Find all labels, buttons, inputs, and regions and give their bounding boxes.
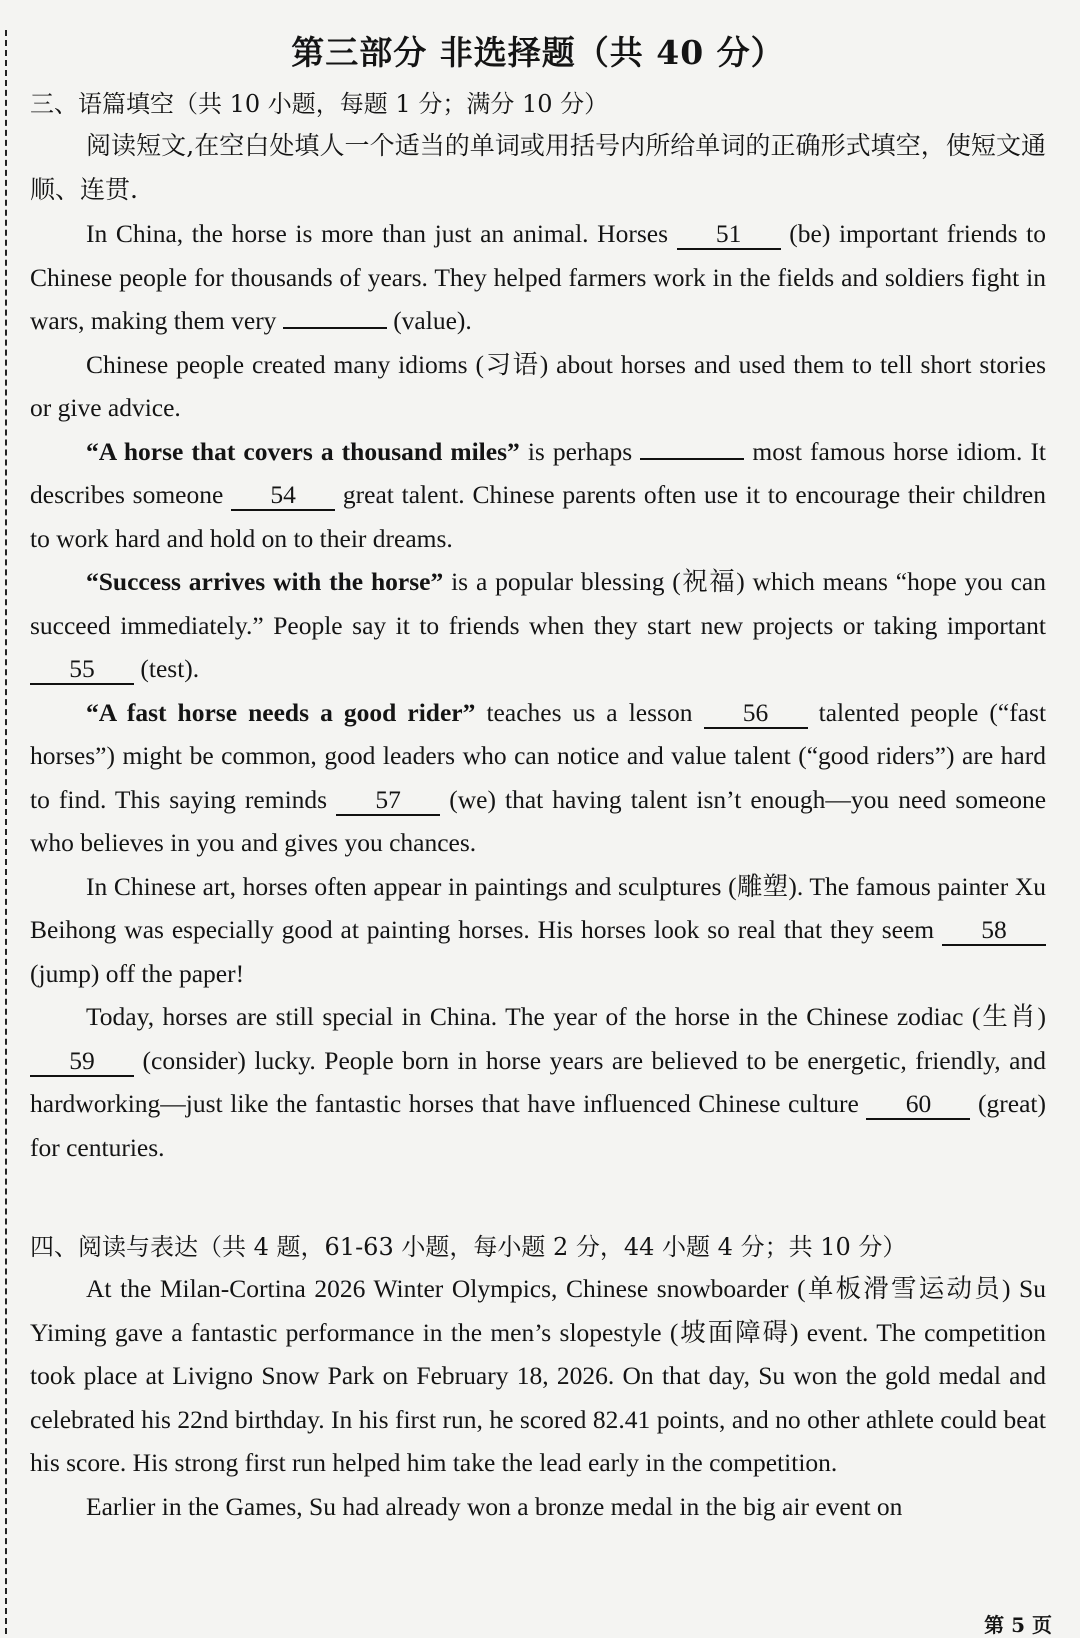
part-title: 第三部分 非选择题（共 40 分）: [291, 33, 785, 72]
text: (we) that having talent isn’t enough—you need someone who believes in you and gives you chances.: [30, 784, 1047, 857]
passage-paragraph-6: [30, 865, 1046, 996]
text: talented people (“fast horses”) might be common, good leaders who can notice and value talent (“good riders”) are hard to find. This saying reminds: [30, 697, 1047, 814]
section3-heading: 三、语篇填空（共 10 小题，每题 1 分；满分 10 分）: [30, 90, 609, 118]
passage-paragraph-5: [30, 691, 1046, 865]
blank-54[interactable]: 54: [231, 481, 335, 511]
blank-56[interactable]: 56: [704, 699, 808, 729]
text: In Chinese art, horses often appear in paintings and sculptures (雕塑). The famous painter Xu Beihong was especially good at painting horses. His horses look so real that they seem: [30, 871, 1046, 944]
text: most famous horse idiom. It describes someone: [30, 436, 1047, 509]
text: (great) for centuries.: [30, 1089, 1046, 1162]
text: Today, horses are still special in China. The year of the horse in the Chinese zodiac (生肖): [86, 1002, 1046, 1031]
passage-paragraph-4: [30, 560, 1046, 691]
passage-paragraph-7: [30, 995, 1046, 1169]
exam-page: [30, 28, 1046, 1528]
text: (consider) lucky. People born in horse years are believed to be energetic, friendly, and hardworking—just like the fantastic horses that have influenced Chinese culture: [30, 1045, 1046, 1118]
idiom-bold: “A horse that covers a thousand miles”: [86, 436, 520, 466]
blank-58[interactable]: 58: [942, 916, 1046, 946]
blank-60[interactable]: 60: [866, 1090, 970, 1120]
passage-paragraph-1: [30, 212, 1046, 343]
text: In China, the horse is more than just an animal. Horses: [86, 219, 668, 248]
text: is perhaps: [527, 436, 633, 466]
blank-51[interactable]: 51: [677, 220, 781, 250]
reading-paragraph-1: At the Milan-Cortina 2026 Winter Olympics, Chinese snowboarder (单板滑雪运动员) Su Yiming gave a fantastic performance in the men’s slopestyle (坡面障碍) event. The competition took place at Livigno Snow Park on February 18, 2026. On that day, Su won the gold medal and celebrated his 22nd birthday. In his first run, he scored 82.41 points, and no other athlete could beat his score. His strong first run helped him take the lead early in the competition.: [30, 1274, 1046, 1477]
blank-52[interactable]: [283, 327, 387, 329]
section-gap: [30, 1169, 1046, 1223]
text: teaches us a lesson: [486, 697, 693, 727]
blank-59[interactable]: 59: [30, 1047, 134, 1077]
idiom-bold: “Success arrives with the horse”: [86, 567, 444, 596]
blank-55[interactable]: 55: [30, 655, 134, 685]
binding-dashed-line: [5, 30, 7, 1634]
passage-paragraph-3: [30, 430, 1046, 561]
blank-57[interactable]: 57: [336, 786, 440, 816]
text: (be) important friends to Chinese people for thousands of years. They helped farmers work in the fields and soldiers fight in wars, making them very: [30, 219, 1047, 335]
idiom-bold: “A fast horse needs a good rider”: [86, 697, 476, 727]
text: great talent. Chinese parents often use it to encourage their children to work hard and hold on to their dreams.: [30, 480, 1047, 553]
reading-paragraph-2: Earlier in the Games, Su had already won a bronze medal in the big air event on: [86, 1491, 903, 1521]
text: is a popular blessing (祝福) which means “hope you can succeed immediately.” People say it to friends when they start new projects or taking important: [30, 567, 1046, 640]
passage-paragraph-2: Chinese people created many idioms (习语) about horses and used them to tell short stories or give advice.: [30, 349, 1046, 422]
section4-heading: 四、阅读与表达（共 4 题，61-63 小题，每小题 2 分，44 小题 4 分；共 10 分）: [30, 1233, 907, 1261]
section3-instruction: 阅读短文,在空白处填人一个适当的单词或用括号内所给单词的正确形式填空，使短文通顺、连贯.: [30, 131, 1046, 204]
blank-53[interactable]: [640, 458, 744, 460]
text: (jump) off the paper!: [30, 958, 245, 988]
text: (test).: [140, 654, 200, 683]
page-number: 第 5 页: [984, 1613, 1052, 1637]
text: (value).: [393, 306, 472, 335]
